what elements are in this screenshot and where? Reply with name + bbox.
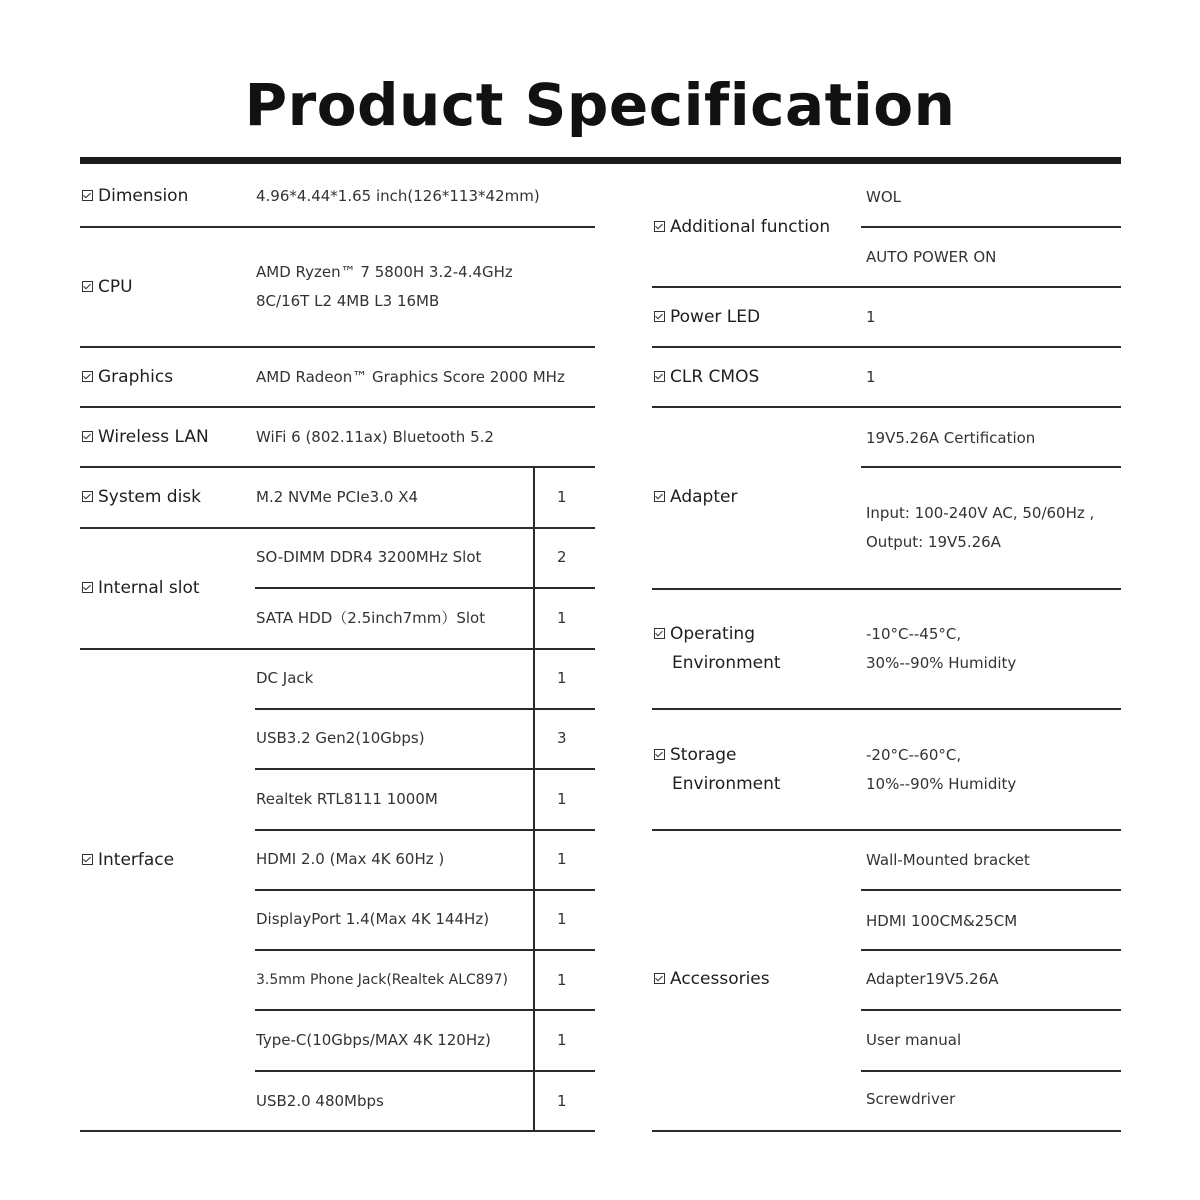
interface-qty: 1 [557,790,567,808]
internal-slot-value: SATA HDD（2.5inch7mm）Slot [256,609,486,627]
additional-function-value: WOL [866,188,901,206]
interface-qty: 3 [557,729,567,747]
internal-slot-value: SO-DIMM DDR4 3200MHz Slot [256,548,482,566]
interface-value: HDMI 2.0 (Max 4K 60Hz ) [256,850,445,868]
page-title: Product Specification [244,71,956,139]
qty-column-divider [533,466,535,1132]
checkbox-icon [654,628,665,639]
row-divider [652,286,1121,288]
power-led-label: Power LED [654,303,760,332]
row-divider [80,406,595,408]
checkbox-icon [82,190,93,201]
row-divider [861,1009,1121,1011]
row-divider [80,527,595,529]
row-divider [861,949,1121,951]
wireless-lan-label: Wireless LAN [82,423,209,452]
additional-function-label: Additional function [654,213,830,242]
adapter-label: Adapter [654,483,737,512]
checkbox-icon [654,311,665,322]
interface-label: Interface [82,846,174,875]
internal-slot-qty: 2 [557,548,567,566]
checkbox-icon [82,281,93,292]
dimension-label: Dimension [82,182,188,211]
graphics-value: AMD Radeon™ Graphics Score 2000 MHz [256,368,565,386]
interface-qty: 1 [557,910,567,928]
operating-environment-label: Environment [672,653,781,673]
dimension-value: 4.96*4.44*1.65 inch(126*113*42mm) [256,187,540,205]
storage-temperature: -20°C--60°C, [866,746,962,764]
interface-qty: 1 [557,850,567,868]
row-divider [652,708,1121,710]
row-divider [255,1009,595,1011]
checkbox-icon [654,491,665,502]
interface-value: USB2.0 480Mbps [256,1092,384,1110]
interface-value: 3.5mm Phone Jack(Realtek ALC897) [256,972,508,988]
row-divider [255,587,595,589]
interface-qty: 1 [557,669,567,687]
graphics-label: Graphics [82,363,173,392]
additional-function-value: AUTO POWER ON [866,248,997,266]
title-rule [80,157,1121,164]
adapter-output: Output: 19V5.26A [866,533,1001,551]
wireless-lan-value: WiFi 6 (802.11ax) Bluetooth 5.2 [256,428,494,446]
clr-cmos-value: 1 [866,368,876,386]
row-divider [652,829,1121,831]
checkbox-icon [82,491,93,502]
operating-environment-label: Operating [654,620,755,649]
clr-cmos-label: CLR CMOS [654,363,759,392]
accessory-item: Adapter19V5.26A [866,970,999,988]
row-divider [861,226,1121,228]
row-divider [652,346,1121,348]
accessories-label: Accessories [654,965,770,994]
checkbox-icon [654,221,665,232]
row-divider [255,889,595,891]
checkbox-icon [82,854,93,865]
power-led-value: 1 [866,308,876,326]
row-divider [80,226,595,228]
checkbox-icon [82,431,93,442]
operating-humidity: 30%--90% Humidity [866,654,1017,672]
row-divider [652,1130,1121,1132]
cpu-value-line2: 8C/16T L2 4MB L3 16MB [256,292,440,310]
interface-qty: 1 [557,1031,567,1049]
cpu-value-line1: AMD Ryzen™ 7 5800H 3.2-4.4GHz [256,263,513,281]
system-disk-qty: 1 [557,488,567,506]
system-disk-label: System disk [82,483,201,512]
interface-value: DC Jack [256,669,314,687]
storage-humidity: 10%--90% Humidity [866,775,1017,793]
checkbox-icon [654,973,665,984]
checkbox-icon [654,371,665,382]
row-divider [861,889,1121,891]
row-divider [652,588,1121,590]
interface-value: Realtek RTL8111 1000M [256,790,438,808]
accessory-item: Wall-Mounted bracket [866,851,1030,869]
row-divider [861,466,1121,468]
interface-qty: 1 [557,1092,567,1110]
operating-temperature: -10°C--45°C, [866,625,962,643]
adapter-certification: 19V5.26A Certification [866,429,1036,447]
row-divider [80,346,595,348]
row-divider [255,768,595,770]
system-disk-value: M.2 NVMe PCIe3.0 X4 [256,488,419,506]
row-divider [80,1130,595,1132]
interface-value: Type-C(10Gbps/MAX 4K 120Hz) [256,1031,491,1049]
row-divider [652,406,1121,408]
interface-value: USB3.2 Gen2(10Gbps) [256,729,425,747]
cpu-label: CPU [82,273,133,302]
row-divider [255,829,595,831]
internal-slot-label: Internal slot [82,574,200,603]
storage-environment-label: Environment [672,774,781,794]
storage-environment-label: Storage [654,741,737,770]
row-divider [255,708,595,710]
row-divider [861,1070,1121,1072]
interface-value: DisplayPort 1.4(Max 4K 144Hz) [256,910,490,928]
row-divider [80,648,595,650]
row-divider [255,949,595,951]
accessory-item: Screwdriver [866,1090,956,1108]
accessory-item: HDMI 100CM&25CM [866,912,1018,930]
interface-qty: 1 [557,971,567,989]
checkbox-icon [82,371,93,382]
row-divider [80,466,595,468]
checkbox-icon [654,749,665,760]
accessory-item: User manual [866,1031,962,1049]
internal-slot-qty: 1 [557,609,567,627]
checkbox-icon [82,582,93,593]
row-divider [255,1070,595,1072]
adapter-input: Input: 100-240V AC, 50/60Hz , [866,504,1095,522]
